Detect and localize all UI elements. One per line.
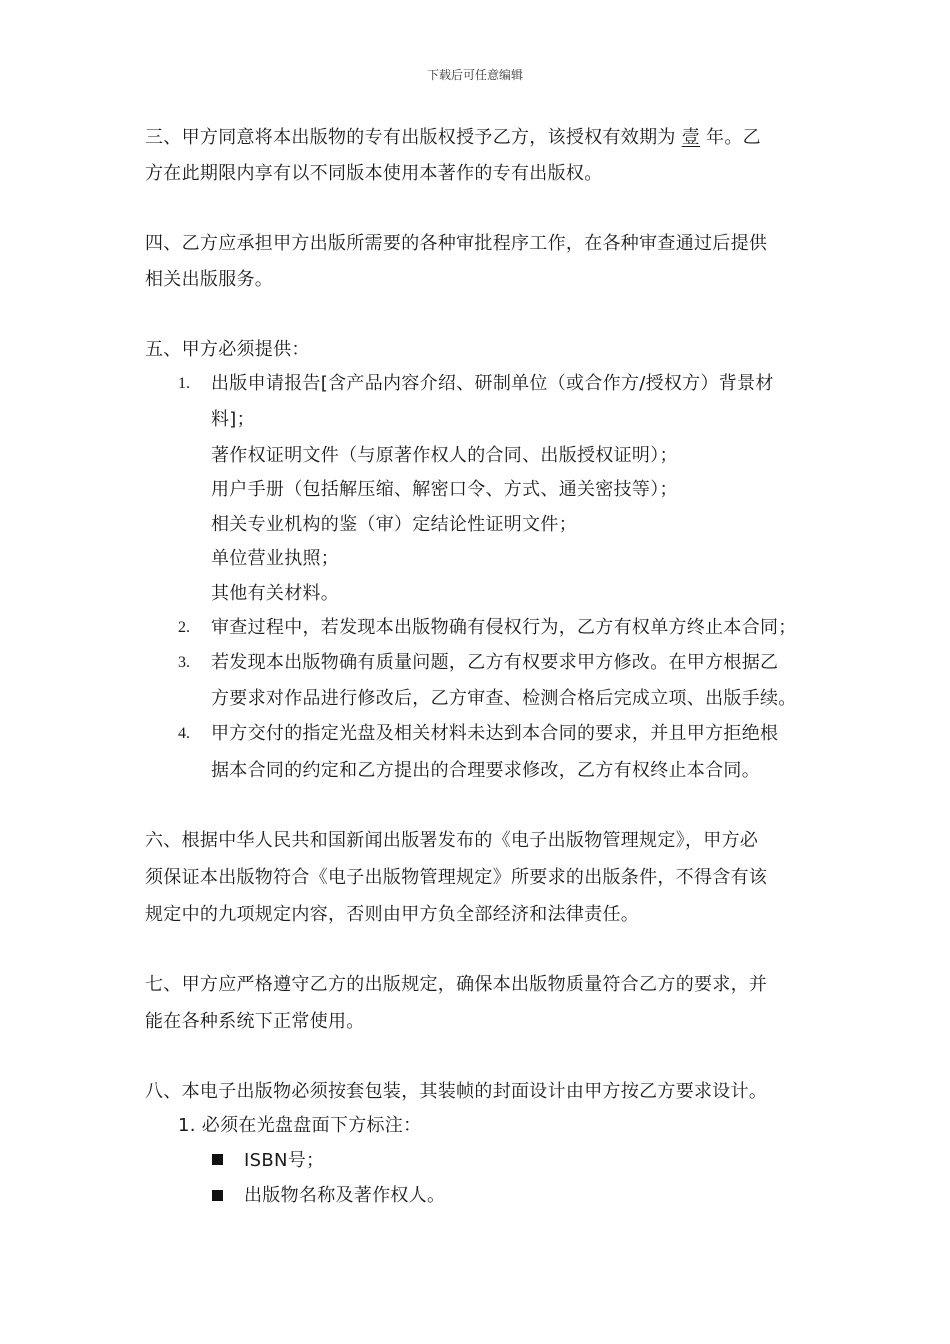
section5-sub5: 其他有关材料。 bbox=[211, 583, 340, 604]
section5-item1-line2: 料]； bbox=[211, 409, 255, 430]
list-number: 3. bbox=[178, 654, 190, 671]
section4-line1: 四、乙方应承担甲方出版所需要的各种审批程序工作，在各种审查通过后提供 bbox=[145, 233, 768, 254]
page-header: 下载后可任意编辑 bbox=[426, 68, 523, 82]
section5-title: 五、甲方必须提供： bbox=[145, 339, 310, 360]
section5-sub2: 用户手册（包括解压缩、解密口令、方式、通关密技等）； bbox=[211, 479, 678, 500]
section4-line2: 相关出版服务。 bbox=[145, 269, 274, 290]
list-number: 4. bbox=[178, 725, 190, 742]
square-bullet-icon bbox=[212, 1154, 223, 1165]
term-value: 壹 bbox=[681, 127, 701, 148]
list-number: 2. bbox=[178, 619, 190, 636]
section7-line2: 能在各种系统下正常使用。 bbox=[145, 1011, 365, 1032]
section3-text-post: 年。乙 bbox=[706, 127, 761, 148]
section5-sub1: 著作权证明文件（与原著作权人的合同、出版授权证明）； bbox=[211, 445, 678, 466]
section6-line2: 须保证本出版物符合《电子出版物管理规定》所要求的出版条件，不得含有该 bbox=[145, 867, 768, 888]
section5-item3-line1: 若发现本出版物确有质量问题，乙方有权要求甲方修改。在甲方根据乙 bbox=[211, 652, 779, 673]
section8-bullet2: 出版物名称及著作权人。 bbox=[244, 1185, 446, 1206]
section8-line1: 八、本电子出版物必须按套包装，其装帧的封面设计由甲方按乙方要求设计。 bbox=[145, 1081, 768, 1102]
square-bullet-icon bbox=[212, 1190, 223, 1201]
section5-sub4: 单位营业执照； bbox=[211, 548, 340, 569]
section8-bullet1: ISBN号； bbox=[244, 1150, 325, 1171]
section3-line1 bbox=[145, 126, 761, 150]
list-number: 1. bbox=[178, 375, 190, 392]
section3-line2: 方在此期限内享有以不同版本使用本著作的专有出版权。 bbox=[145, 163, 603, 184]
section5-item3-line2: 方要求对作品进行修改后，乙方审查、检测合格后完成立项、出版手续。 bbox=[211, 688, 797, 709]
section5-item1-line1: 出版申请报告[含产品内容介绍、研制单位（或合作方/授权方）背景材 bbox=[211, 373, 774, 394]
section8-item1: 1. 必须在光盘盘面下方标注： bbox=[178, 1115, 422, 1136]
section6-line1: 六、根据中华人民共和国新闻出版署发布的《电子出版物管理规定》，甲方必 bbox=[145, 830, 759, 851]
section5-item2-line1: 审查过程中，若发现本出版物确有侵权行为，乙方有权单方终止本合同； bbox=[211, 617, 797, 638]
section5-item4-line1: 甲方交付的指定光盘及相关材料未达到本合同的要求，并且甲方拒绝根 bbox=[211, 723, 779, 744]
section3-text-pre: 三、甲方同意将本出版物的专有出版权授予乙方，该授权有效期为 bbox=[145, 127, 676, 148]
section5-item4-line2: 据本合同的约定和乙方提出的合理要求修改，乙方有权终止本合同。 bbox=[211, 760, 760, 781]
section5-sub3: 相关专业机构的鉴（审）定结论性证明文件； bbox=[211, 514, 577, 535]
section7-line1: 七、甲方应严格遵守乙方的出版规定，确保本出版物质量符合乙方的要求，并 bbox=[145, 974, 768, 995]
section6-line3: 规定中的九项规定内容，否则由甲方负全部经济和法律责任。 bbox=[145, 904, 640, 925]
